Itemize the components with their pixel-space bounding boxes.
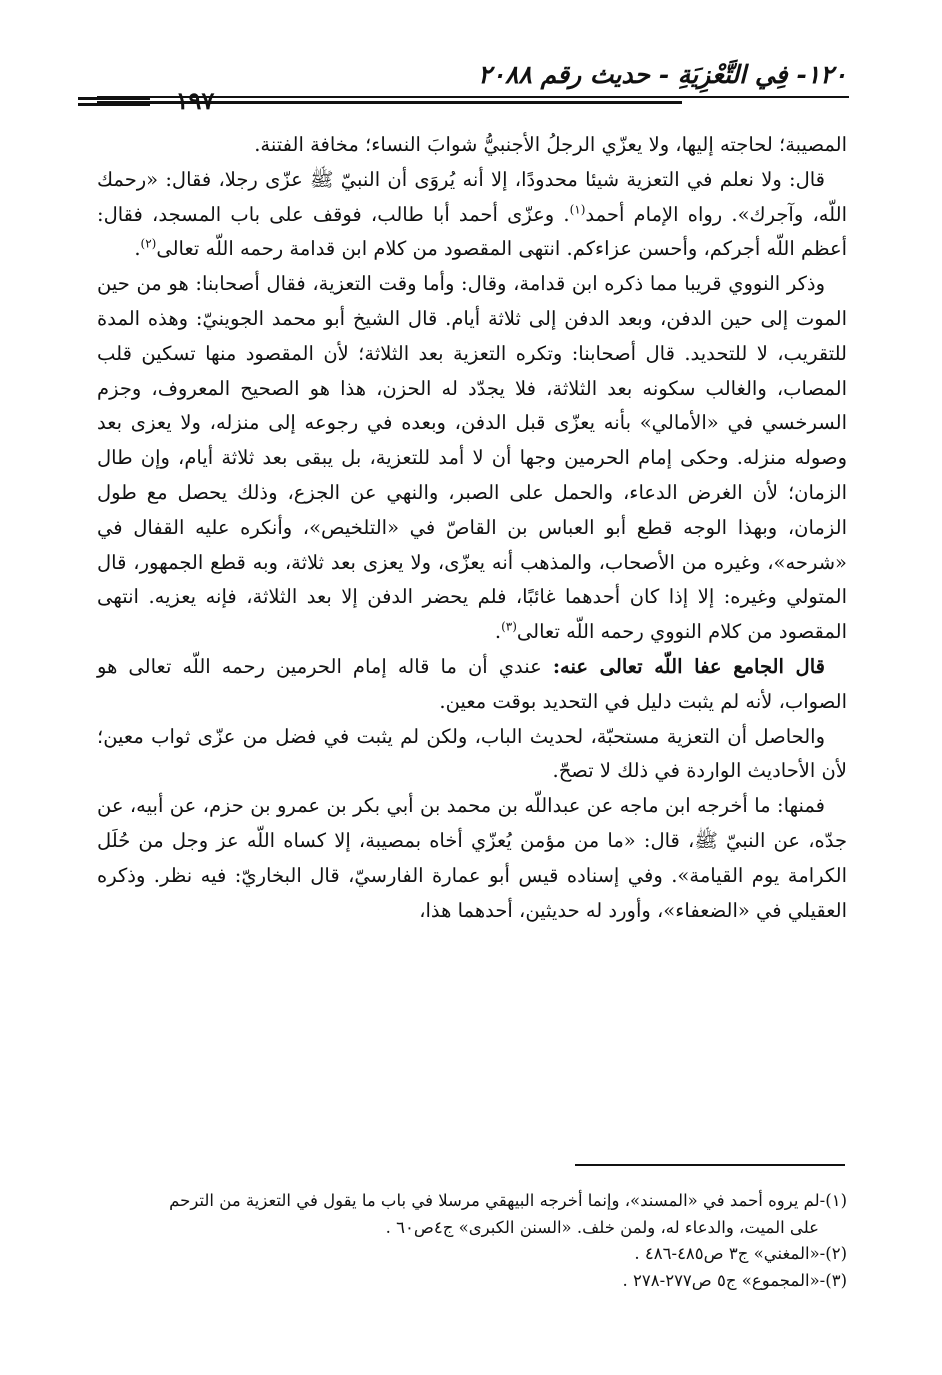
page-number: ١٩٧ bbox=[175, 86, 215, 115]
paragraph-3 bbox=[97, 267, 847, 650]
footnote-ref-2[interactable]: (٢) bbox=[140, 236, 157, 251]
footnote-separator bbox=[575, 1164, 845, 1166]
paragraph-2-part-b: . وعزّى أحمد أبا طالب، فوقف على باب المسجد، فقال: أعظم اللّه أجركم، وأحسن عزاءكم. انتهى المقصود من كلام ابن قدامة رحمه اللّه تعالى bbox=[97, 202, 847, 261]
footnote-3: (٣)-«المجموع» ج٥ ص٢٧٧-٢٧٨ . bbox=[622, 1270, 847, 1290]
paragraph-3-part-b: . bbox=[494, 620, 502, 644]
paragraph-4 bbox=[97, 650, 847, 720]
footnote-ref-3[interactable]: (٣) bbox=[501, 619, 517, 634]
paragraph-2 bbox=[97, 163, 847, 267]
footnote-1-line-2: على الميت، والدعاء له، ولمن خلف. «السنن الكبرى» ج٤ص٦٠ . bbox=[385, 1217, 819, 1237]
paragraph-2-part-c: . bbox=[134, 237, 141, 261]
paragraph-6: فمنها: ما أخرجه ابن ماجه عن عبداللّه بن محمد بن أبي بكر بن عمرو بن حزم، عن أبيه، عن جدّه، عن النبيّ ﷺ، قال: «ما من مؤمن يُعزّي أخاه بمصيبة، إلا كساه اللّه عز وجل من حُلَل الكرامة يوم القيامة». وفي إسناده قيس أبو عمارة الفارسيّ، قال البخاريّ: فيه نظر. وذكره العقيلي في «الضعفاء»، وأورد له حديثين، أحدهما هذا، bbox=[97, 794, 847, 922]
paragraph-2-part-a: قال: ولا نعلم في التعزية شيئا محدودًا، إلا أنه يُروَى أن النبيّ ﷺ عزّى رجلا، فقال: «رحمك اللّه، وآجرك». رواه الإمام أحمد bbox=[97, 167, 848, 226]
footnote-1-line-1: (١)-لم يروه أحمد في «المسند»، وإنما أخرجه البيهقي مرسلا في باب ما يقول في التعزية من الترحم bbox=[169, 1191, 847, 1210]
footnote-2: (٢)-«المغني» ج٣ ص٤٨٥-٤٨٦ . bbox=[634, 1244, 847, 1263]
running-title: ١٢٠- فِي التَّعْزِيَةِ - حديث رقم ٢٠٨٨ bbox=[478, 60, 847, 89]
main-text bbox=[97, 128, 847, 928]
paragraph-1: المصيبة؛ لحاجته إليها، ولا يعزّي الرجلُ الأجنبيُّ شوابَ النساء؛ مخافة الفتنة. bbox=[254, 133, 847, 156]
compiler-remark-text: عندي أن ما قاله إمام الحرمين رحمه اللّه تعالى هو الصواب، لأنه لم يثبت دليل في التحديد بوقت معين. bbox=[97, 654, 847, 713]
footnotes bbox=[97, 1188, 847, 1294]
footnote-ref-1[interactable]: (١) bbox=[569, 202, 586, 217]
compiler-remark-lead: قال الجامع عفا اللّه تعالى عنه: bbox=[552, 654, 825, 678]
paragraph-5: والحاصل أن التعزية مستحبّة، لحديث الباب، ولكن لم يثبت في فضل من عزّى ثواب معين؛ لأن الأحاديث الواردة في ذلك لا تصحّ. bbox=[97, 724, 847, 783]
header-rule-left bbox=[78, 97, 150, 106]
paragraph-3-part-a: وذكر النووي قريبا مما ذكره ابن قدامة، وقال: وأما وقت التعزية، فقال أصحابنا: هو من حين الموت إلى حين الدفن، وبعد الدفن إلى ثلاثة أيام. قال الشيخ أبو محمد الجوينيّ: وهذه المدة للتقريب، لا للتحديد. قال أصحابنا: وتكره التعزية بعد الثلاثة؛ لأن المقصود منها تسكين قلب المصاب، والغالب سكونه بعد الثلاثة، فلا يجدّد له الحزن، هذا هو الصحيح المعروف، وجزم السرخسي في «الأمالي» بأنه يعزّى قبل الدفن، وبعده في رجوعه إلى منزله، ولا يعزى بعد وصوله منزله. وحكى إمام الحرمين وجها أن لا أمد للتعزية، بل يبقى بعد ثلاثة أيام، وإن طال الزمان؛ لأن الغرض الدعاء، والحمل على الصبر، والنهي عن الجزع، وذلك يحصل مع طول الزمان، وبهذا الوجه قطع أبو العباس بن القاصّ في «التلخيص»، وأنكره عليه القفال في «شرحه»، وغيره من الأصحاب، والمذهب أنه يعزّى، ولا يعزى بعد ثلاثة، وبه قطع الجمهور، قال المتولي وغيره: إلا إذا كان أحدهما غائبًا، فلم يحضر الدفن إلا بعد الثلاثة، فإنه يعزيه. انتهى المقصود من كلام النووي رحمه اللّه تعالى bbox=[97, 272, 847, 644]
